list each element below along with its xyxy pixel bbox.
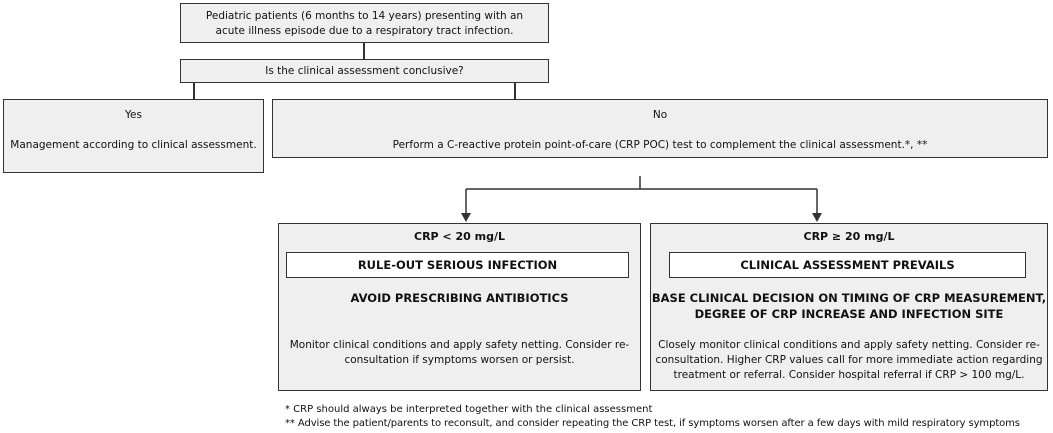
no-label: No [652,109,668,121]
crp-high-header: CRP ≥ 20 mg/L [803,230,895,243]
crp-high-text-line-3: treatment or referral. Consider hospital referral if CRP > 100 mg/L. [673,369,1025,381]
crp-low-box [278,223,641,391]
clinical-decision-title-line-1: BASE CLINICAL DECISION ON TIMING OF CRP MEASUREMENT, [651,291,1047,305]
arrowhead-high [812,213,822,222]
yes-label: Yes [125,109,142,121]
crp-high-box [650,223,1048,391]
yes-text: Management according to clinical assessment. [10,139,257,151]
patient-criteria-line-1: Pediatric patients (6 months to 14 years) presenting with an [205,10,524,22]
no-text: Perform a C-reactive protein point-of-care (CRP POC) test to complement the clinical assessment.*, ** [392,139,928,151]
rule-out-banner: RULE-OUT SERIOUS INFECTION [286,252,629,278]
arrowhead-low [461,213,471,222]
crp-low-text-line-2: consultation if symptoms worsen or persist. [344,354,575,366]
crp-high-text-line-2: consultation. Higher CRP values call for more immediate action regarding [655,354,1043,366]
footnote-1: * CRP should always be interpreted together with the clinical assessment [285,404,653,415]
clinical-assessment-question: Is the clinical assessment conclusive? [265,65,464,77]
patient-criteria-line-2: acute illness episode due to a respiratory tract infection. [215,25,514,37]
avoid-antibiotics-title: AVOID PRESCRIBING ANTIBIOTICS [350,291,569,305]
clinical-assessment-banner: CLINICAL ASSESSMENT PREVAILS [669,252,1026,278]
footnote-2: ** Advise the patient/parents to reconsult, and consider repeating the CRP test, if symptoms worsen after a few days with mild respiratory symptoms [285,418,1020,429]
clinical-decision-title-line-2: DEGREE OF CRP INCREASE AND INFECTION SITE [694,307,1004,321]
crp-high-text-line-1: Closely monitor clinical conditions and apply safety netting. Consider re- [658,339,1040,351]
crp-low-header: CRP < 20 mg/L [414,230,505,243]
crp-low-text-line-1: Monitor clinical conditions and apply safety netting. Consider re- [289,339,630,351]
